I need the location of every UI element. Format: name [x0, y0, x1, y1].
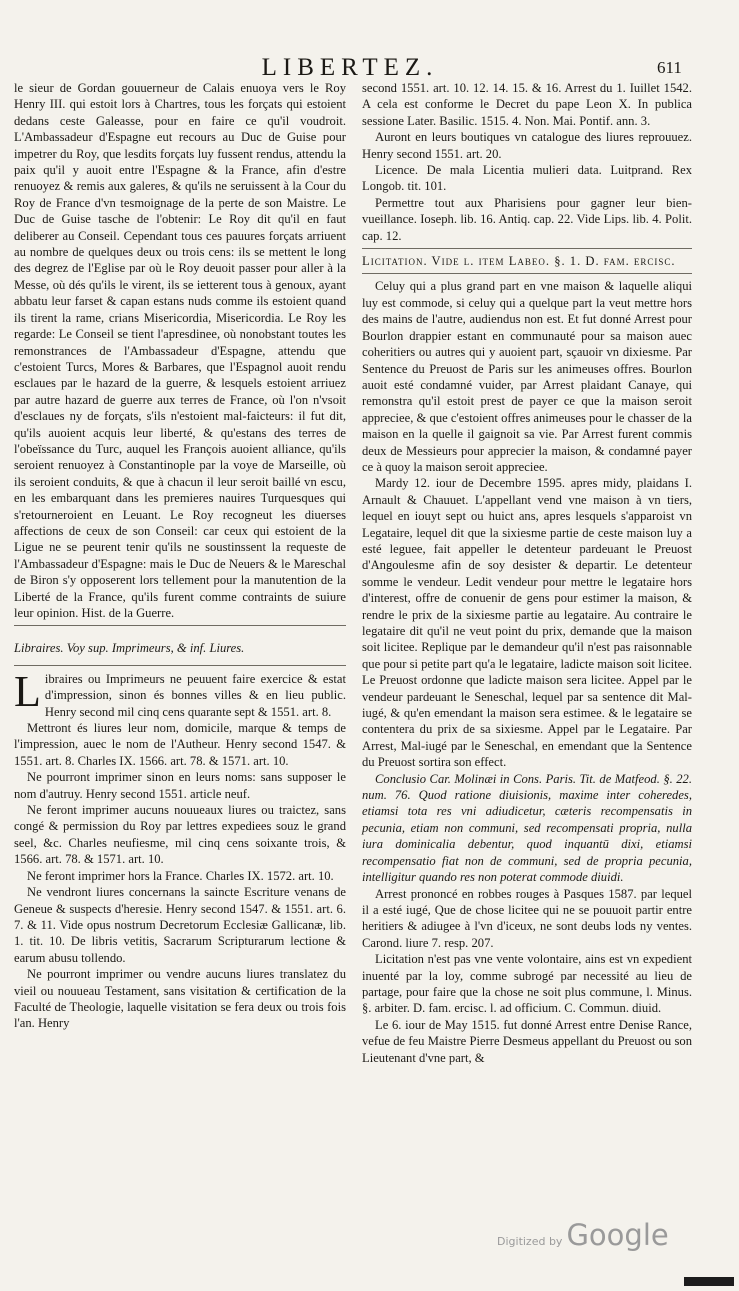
- drop-cap: L: [14, 666, 41, 716]
- text-paragraph: Mardy 12. iour de Decembre 1595. apres midy, plaidans I. Arnault & Chauuet. L'appellant vend vne maison à vn tiers, lequel en iouyt sept ou huict ans, apres lesquels s'apparoist vn Legataire, lequel dit que la sixiesme partie de ceste maison luy a esté leguee, fait appeller le detenteur pardeuant le Preuost d'Angoulesme afin de soy desister & departir. Le detenteur somme le vendeur. Ledit vendeur pour mettre le legataire hors d'interest, offre de conuenir de gens pour estimer la maison, & rendre le prix de la sixiesme partie au legataire. Au contraire le legataire dit qu'il ne veut point du prix, demande que la maison soit licitee. Replique par le demandeur qu'il n'est pas raisonnable que pour si petite part qu'a le legataire, ladicte maison soit licitee. Le Preuost ordonne que ladicte maison sera licitee. Appel par le vendeur pardeuant le Seneschal, lequel par sa sentence dit Mal-iugé, & qu'en emendant la maison sera estimee. & le legataire se contentera du prix de sa sixiesme. Appel par le Legataire. Par Arrest, Mal-iugé par le Seneschal, en emendant que la Sentence du Preuost sortira son effect.: [362, 476, 692, 770]
- text-paragraph: Auront en leurs boutiques vn catalogue des liures reprouuez. Henry second 1551. art. 20.: [362, 130, 692, 161]
- text-paragraph: Ne feront imprimer aucuns nouueaux liures ou traictez, sans congé & permission du Roy par lettres expediees souz le grand seel, &c. Charles neufiesme, mil cinq cens soixante trois, & 1566. art. 78. & 1571. art. 10.: [14, 803, 346, 867]
- libraires-heading: Libraires. Voy sup. Imprimeurs, & inf. Liures.: [14, 641, 245, 656]
- google-logo: Google: [566, 1218, 669, 1252]
- text-paragraph: Celuy qui a plus grand part en vne maison & laquelle aliqui luy est commode, si celuy qui a quelque part la veut mettre hors des mains de l'autre, audiendus non est. Et fut donné Arrest pour Bourlon drappier estant en communauté pour sa maison auec coheritiers ou autres qui y auoient part, sçauoir vn dixiesme. Par Sentence du Preuost de Paris sur les animeuses offres. Bourlon auoit esté condamné vuider, par Arrest plaidant Canaye, qui remonstra qu'il estoit prest de payer ce que la maison seroit appreciee, & que c'estoient offres animeuses pour le chasser de la maison en la quelle il gaignoit sa vie. Par Arrest furent commis deux de Messieurs pour apprecier la maison, & condamné payer ce à quoy la maison seroit appreciee.: [362, 279, 692, 474]
- digitized-by-watermark: [497, 1218, 669, 1252]
- section-divider: [14, 665, 346, 666]
- text-paragraph: Licitation n'est pas vne vente volontaire, ains est vn expedient inuenté par la loy, comme subrogé par necessité au lieu de partage, pour faire que la chose ne soit plus commune, l. Minus. §. arbiter. D. fam. ercisc. l. ad officium. C. Commun. diuid.: [362, 952, 692, 1016]
- libraires-paragraph: [14, 666, 346, 720]
- licitation-heading: Licitation. Vide l. item Labeo. §. 1. D. fam. ercisc.: [362, 254, 676, 269]
- page-number: 611: [657, 58, 682, 77]
- section-divider: [362, 273, 692, 274]
- gordan-paragraph: le sieur de Gordan gouuerneur de Calais enuoya vers le Roy Henry III. qui estoit lors à Chartres, tous les forçats qui estoient dedans ceste Galeasse, pour en faire ce qu'il voudroit. L'Ambassadeur d'Espagne eut recours au Duc de Guise pour impetrer du Roy, que lesdits forçats luy fussent rendus, attendu la paix qu'il y auoit entre l'Espagne & la France, afin d'estre renuoyez & remis aux galeres, & qu'ils ne seruissent à la Cour du Roy de France d'vn tesmoignage de la perte de son Maistre. Le Duc de Guise tasche de l'obtenir: Le Roy dit qu'il en faut deliberer au Conseil. Cependant tous ces pauures forçats arriuent au nombre de quelques deux ou trois cens: ils se mettent le long des degrez de l'Eglise par où le Roy deuoit passer pour aller à la Messe, où dés qu'ils le virent, ils se ietterent tous à genoux, ayant abbatu leur farset & capan estans nuds comme ils estoient quand ils tirent la rame, crians Misericordia, Misericordia. Le Roy les regarde: Le Conseil se tient l'apresdinee, où nonobstant toutes les remonstrances de l'Ambassadeur d'Espagne, attendu que c'estoient Turcs, Mores & Barbares, que l'Espagnol auoit rendu esclaues par le hazard de la guerre, & lesquels estoient arriuez par autre hazard de guerre aux terres de France, où l'on n'vsoit d'esclaues ny de forçats, s'ils n'estoient mal-faicteurs: il fut dit, qu'ils auoient acquis leur liberté, & qu'estans des terres de l'obeïssance du Turc, auquel les François auoient alliance, qu'ils seroient renuoyez à Constantinople par la voye de Marseille, où ils seroient conduits, & que à chacun il leur seroit baillé vn escu, en les embarquant dans les premieres nauires Turquesques qui s'retourneroient en Leuant. Le Roy recogneut les diuerses affections de ceux de son Conseil: car ceux qui estoient de la Ligue ne se peurent tenir qu'ils ne soustinssent la requeste de l'Ambassadeur d'Espagne: mais le Duc de Neuers & le Mareschal de Biron s'y opposerent lors tellement pour la manutention de la Liberté de la France, qu'ils furent comme contraints de suiure leur opinion. Hist. de la Guerre.: [14, 81, 346, 620]
- section-divider: [362, 248, 692, 249]
- text-paragraph: Arrest prononcé en robbes rouges à Pasques 1587. par lequel il a esté iugé, Que de chose licitee qui ne se pouuoit partir entre heritiers & adiugee à l'vn d'iceux, ne sont deubs lods ny ventes. Carond. liure 7. resp. 207.: [362, 886, 692, 950]
- digitized-label: Digitized by: [497, 1235, 563, 1248]
- licence-paragraph: Licence. De mala Licentia mulieri data. Luitprand. Rex Longob. tit. 101.: [362, 163, 692, 194]
- running-title: LIBERTEZ.: [261, 54, 439, 81]
- section-divider: [14, 625, 346, 626]
- text-paragraph: Mettront és liures leur nom, domicile, marque & temps de l'impression, auec le nom de l'Autheur. Henry second 1547. & 1551. art. 8. Charles IX. 1566. art. 78. & 1571. art. 10.: [14, 721, 346, 768]
- libraires-text: ibraires ou Imprimeurs ne peuuent faire exercice & estat d'impression, sinon és bonnes villes & en lieu public. Henry second mil cinq cens quarante sept & 1551. art. 8.: [44, 671, 346, 719]
- text-paragraph: Ne vendront liures concernans la saincte Escriture venans de Geneue & suspects d'heresie. Henry second 1547. & 1551. art. 6. 7. & 11. Vide opus nostrum Decretorum Ecclesiæ Gallicanæ, lib. 1. tit. 10. De libris vetitis, Sacrarum Scripturarum lectione & earum abusu tollendo.: [14, 885, 346, 965]
- text-paragraph: Ne pourront imprimer ou vendre aucuns liures translatez du vieil ou nouueau Testament, sans visitation & certification de la Faculté de Theologie, laquelle visitation se fera deux ou trois fois l'an. Henry: [14, 967, 346, 1031]
- text-paragraph: Le 6. iour de May 1515. fut donné Arrest entre Denise Rance, vefue de feu Maistre Pierre Desmeus appellant du Preuost ou son Lieutenant d'vne part, &: [362, 1017, 692, 1065]
- continuation-paragraph: second 1551. art. 10. 12. 14. 15. & 16. Arrest du 1. Iuillet 1542. A cela est conforme le Decret du pape Leon X. In publica sessione Later. Basilic. 1515. 4. Non. Mai. Pontif. ann. 3.: [362, 81, 692, 128]
- left-column: [14, 80, 346, 1032]
- text-paragraph: Ne feront imprimer hors la France. Charles IX. 1572. art. 10.: [27, 868, 334, 883]
- latin-quotation: Conclusio Car. Molinæi in Cons. Paris. Tit. de Matfeod. §. 22. num. 76. Quod ratione diuisionis, maxime inter coheredes, etiamsi tota res vni adiudicetur, cæteris recompensatis in pecunia, etiam non communi, sed recompensati propria, nulla iura dominicalia debentur, quod inquantū dixi, etiamsi recompensatio fiat non de communi, sed de propria pecunia, intelligitur quando res non poterat commode diuidi.: [362, 771, 692, 885]
- right-column: [362, 80, 692, 1066]
- scan-edge-mark: [684, 1277, 734, 1286]
- text-paragraph: Ne pourront imprimer sinon en leurs noms: sans supposer le nom d'autruy. Henry second 1551. article neuf.: [14, 770, 346, 801]
- text-paragraph: Permettre tout aux Pharisiens pour gagner leur bien-vueillance. Ioseph. lib. 16. Antiq. cap. 22. Vide Lips. lib. 4. Polit. cap. 12.: [362, 195, 692, 243]
